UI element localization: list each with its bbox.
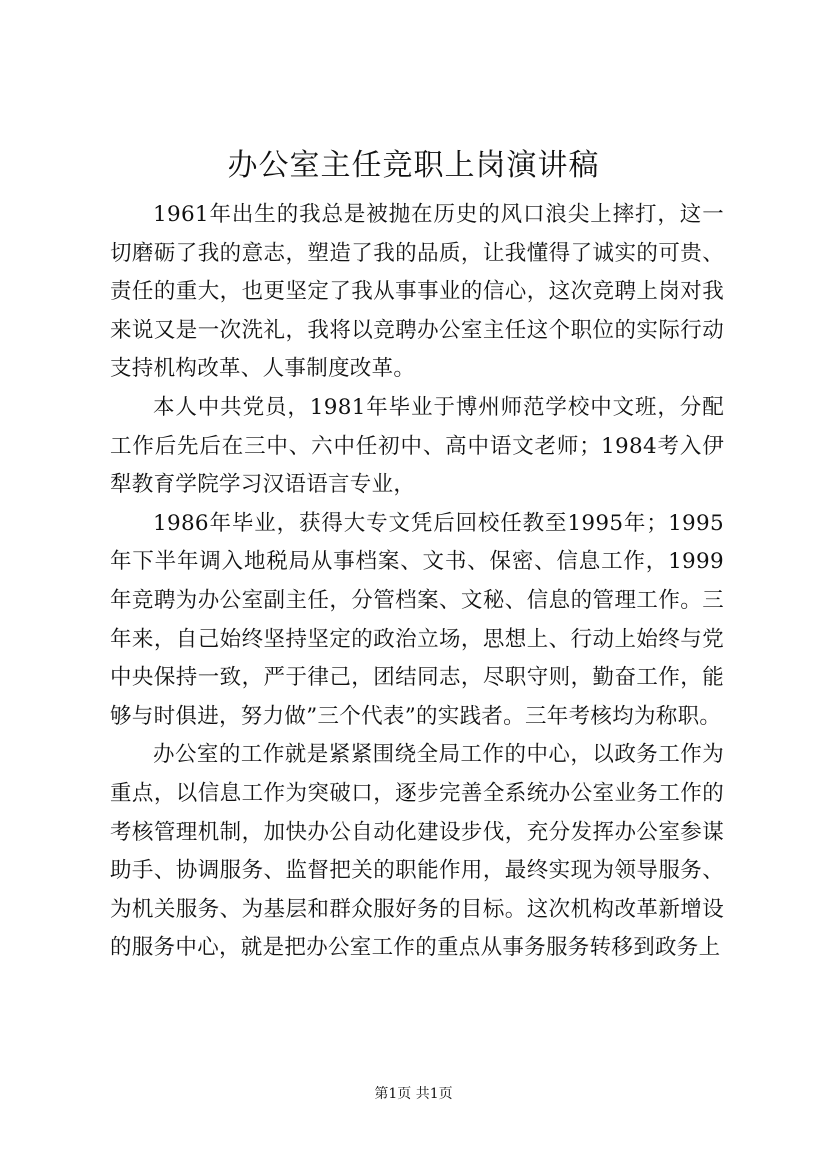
document-title: 办公室主任竞职上岗演讲稿	[227, 148, 600, 183]
paragraph-3: 1986年毕业，获得大专文凭后回校任教至1995年；1995年下半年调入地税局从事档案、文书、保密、信息工作，1999年竞聘为办公室副主任，分管档案、文秘、信息的管理工作。三年来，自己始终坚持坚定的政治立场，思想上、行动上始终与党中央保持一致，严于律己，团结同志，尽职守则，勤奋工作，能够与时俱进，努力做”三个代表”的实践者。三年考核均为称职。	[110, 510, 724, 729]
paragraph-4: 办公室的工作就是紧紧围绕全局工作的中心，以政务工作为重点，以信息工作为突破口，逐步完善全系统办公室业务工作的考核管理机制，加快办公自动化建设步伐，充分发挥办公室参谋助手、协调服务、监督把关的职能作用，最终实现为领导服务、为机关服务、为基层和群众服好务的目标。这次机构改革新增设的服务中心，就是把办公室工作的重点从事务服务转移到政务上	[110, 742, 724, 961]
document-body	[110, 196, 724, 968]
paragraph-2: 本人中共党员，1981年毕业于博州师范学校中文班，分配工作后先后在三中、六中任初中、高中语文老师；1984考入伊犁教育学院学习汉语语言专业，	[110, 394, 724, 498]
paragraph-1: 1961年出生的我总是被抛在历史的风口浪尖上摔打，这一切磨砺了我的意志，塑造了我的品质，让我懂得了诚实的可贵、责任的重大，也更坚定了我从事事业的信心，这次竞聘上岗对我来说又是一次洗礼，我将以竞聘办公室主任这个职位的实际行动支持机构改革、人事制度改革。	[110, 202, 724, 382]
page-footer: 第1页 共1页	[374, 1086, 453, 1102]
